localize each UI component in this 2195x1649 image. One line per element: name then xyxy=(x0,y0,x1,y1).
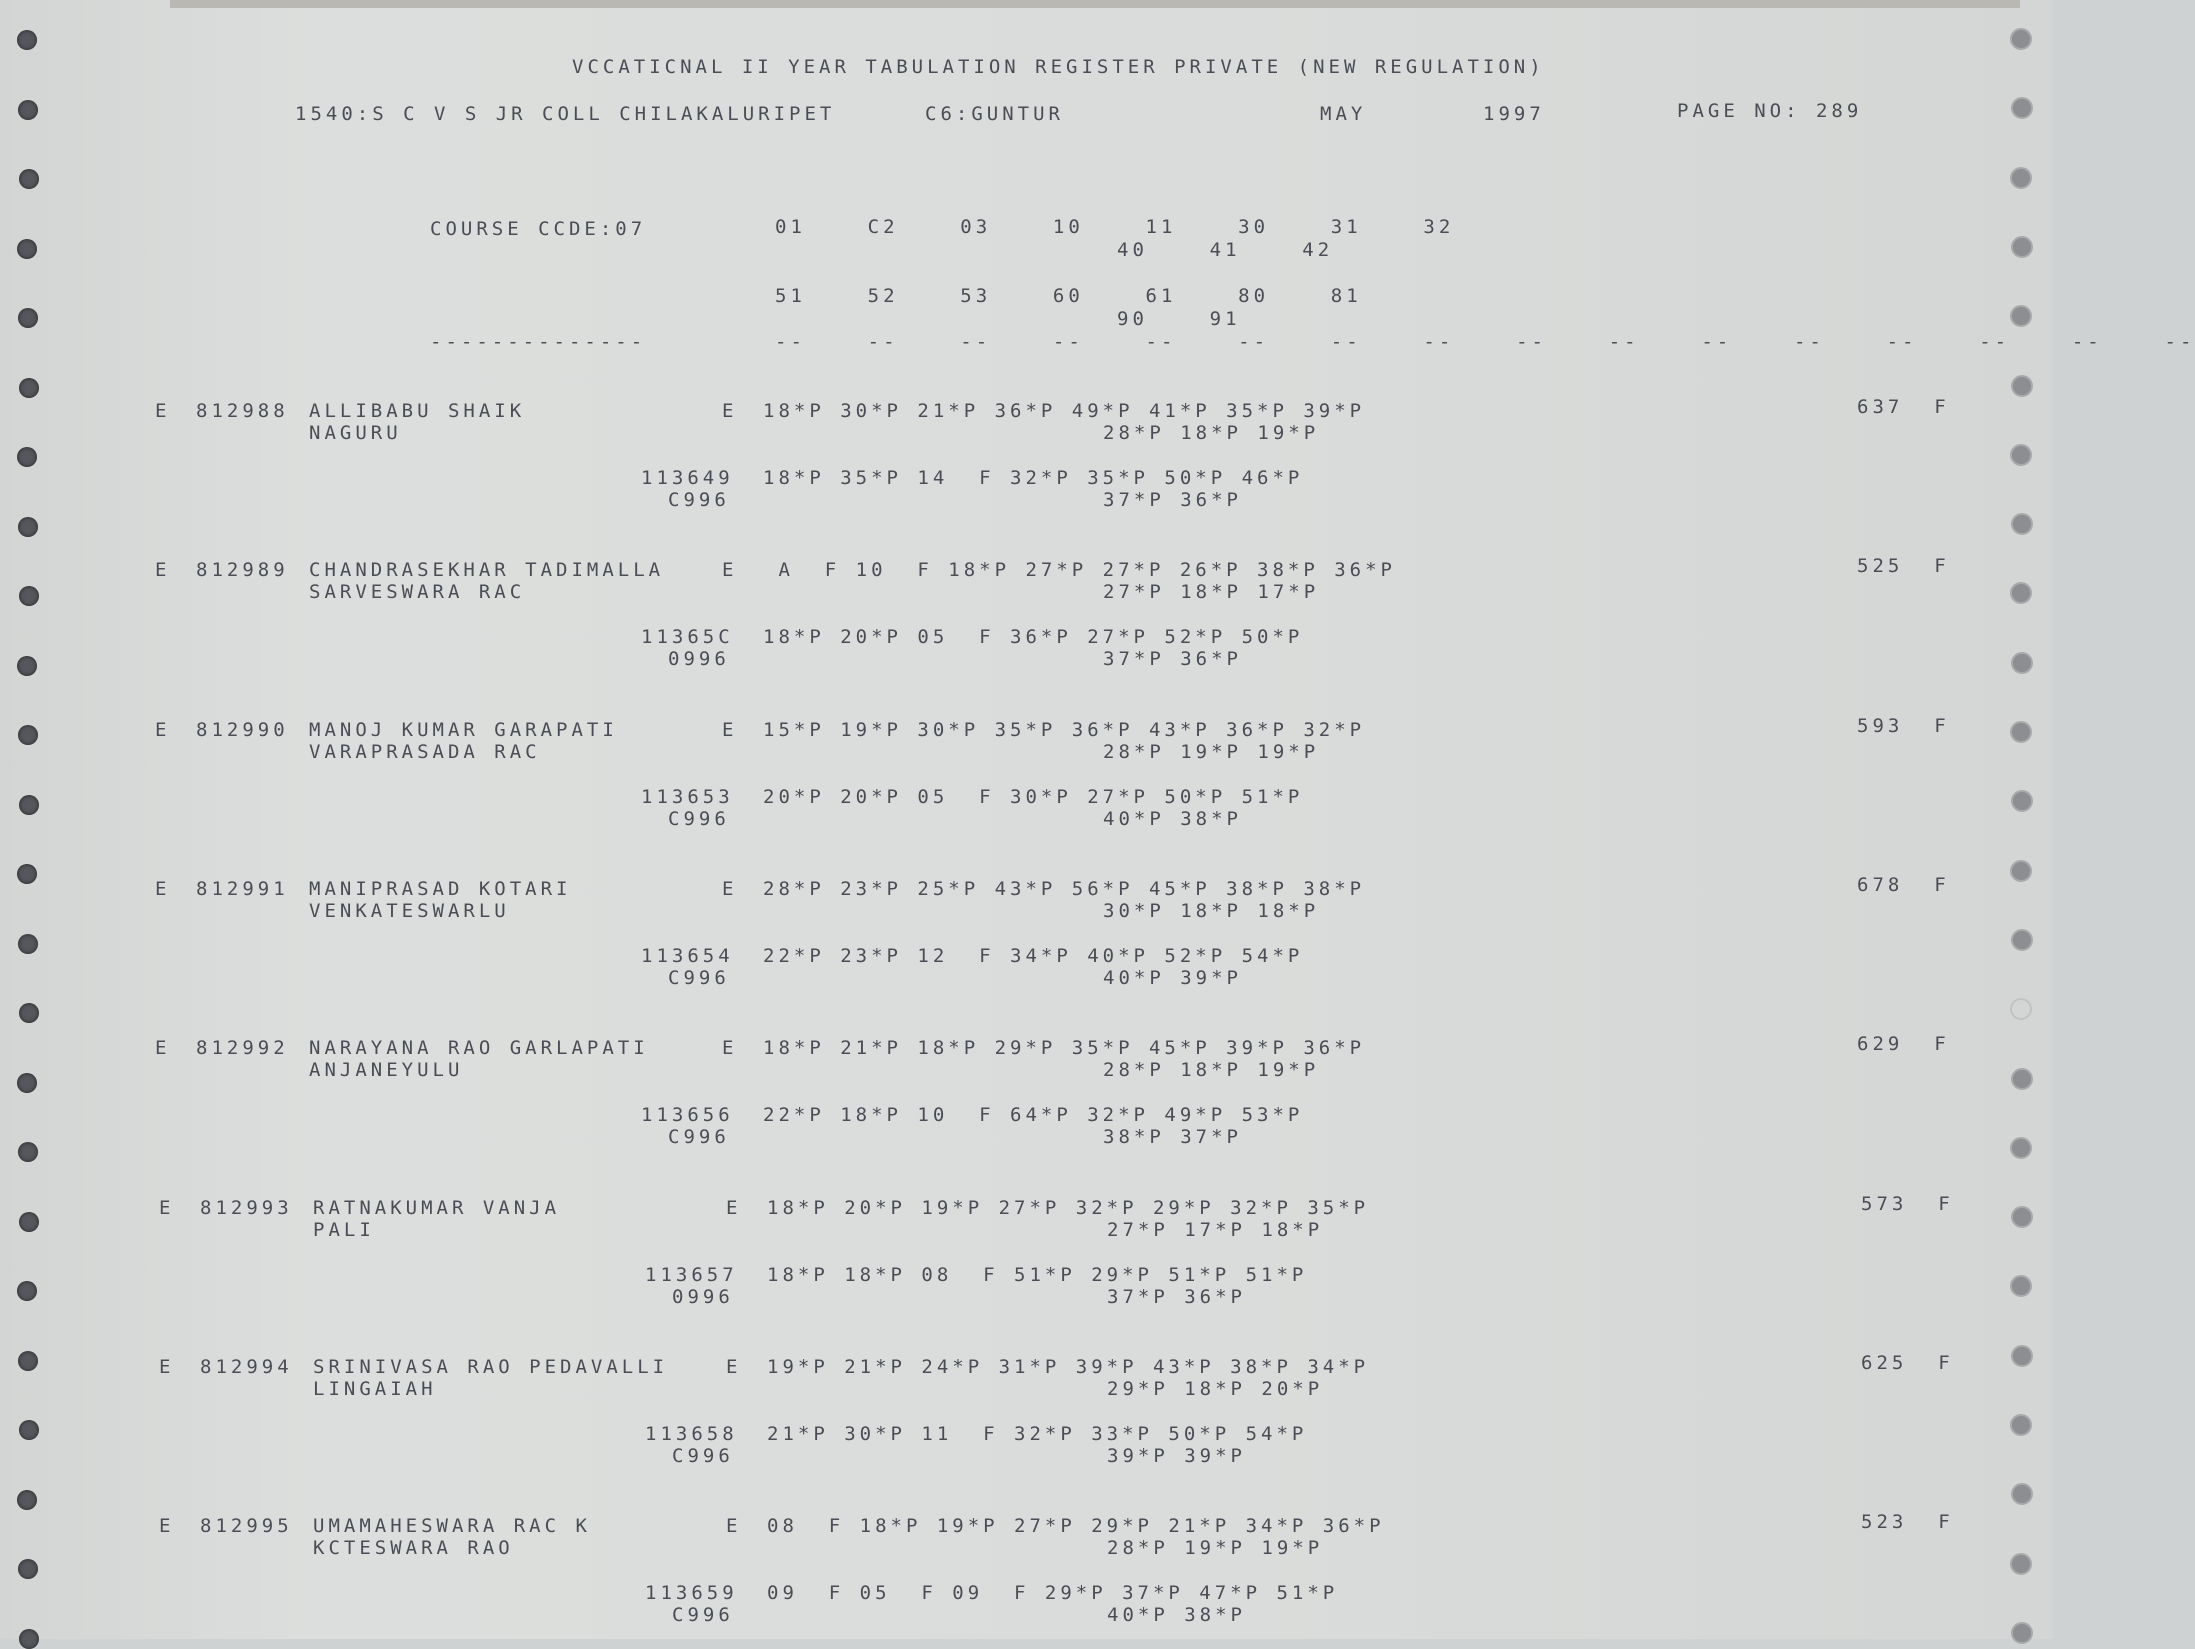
register-number: 113653 xyxy=(641,785,734,808)
marks-row2b: 40*P 39*P xyxy=(1103,966,1242,989)
marks-row1b: 28*P 19*P 19*P xyxy=(1103,740,1320,763)
record-section: E xyxy=(155,718,171,741)
record-section: E xyxy=(155,1037,171,1060)
register-number: 113657 xyxy=(645,1263,738,1286)
medium-code: E xyxy=(722,718,738,741)
sprocket-hole xyxy=(18,1142,38,1162)
subject-codes-row2b: 90 91 xyxy=(1117,308,1241,330)
total-and-result: 525 F xyxy=(1857,555,1950,578)
sprocket-hole xyxy=(17,447,37,467)
sprocket-hole xyxy=(17,864,37,884)
marks-row2: 20*P 20*P 05 F 30*P 27*P 50*P 51*P xyxy=(763,785,1304,808)
exam-date: 0996 xyxy=(668,648,730,671)
student-name: MANIPRASAD KOTARI xyxy=(309,877,572,900)
student-name-line2: KCTESWARA RAO xyxy=(313,1537,514,1560)
register-number: 11365C xyxy=(641,626,734,649)
sprocket-hole xyxy=(19,795,39,815)
marks-row2b: 40*P 38*P xyxy=(1107,1604,1246,1627)
register-number: 113649 xyxy=(641,467,734,489)
student-name: MANOJ KUMAR GARAPATI xyxy=(309,718,618,741)
total-and-result: 678 F xyxy=(1857,873,1950,896)
medium-code: E xyxy=(726,1355,742,1378)
marks-row2: 22*P 18*P 10 F 64*P 32*P 49*P 53*P xyxy=(763,1104,1304,1127)
sprocket-hole xyxy=(2011,1345,2033,1367)
medium-code: E xyxy=(726,1196,742,1219)
student-name-line2: VARAPRASADA RAC xyxy=(309,740,541,763)
hall-ticket-number: 812991 xyxy=(196,877,289,900)
sprocket-hole xyxy=(18,1559,38,1579)
record-section: E xyxy=(155,400,171,422)
marks-row1: A F 10 F 18*P 27*P 27*P 26*P 38*P 36*P xyxy=(763,559,1396,582)
exam-month: MAY xyxy=(1320,103,1367,125)
marks-row1: 08 F 18*P 19*P 27*P 29*P 21*P 34*P 36*P xyxy=(767,1515,1385,1538)
marks-row1b: 27*P 17*P 18*P xyxy=(1107,1218,1324,1241)
sprocket-hole xyxy=(2010,1137,2032,1159)
record-section: E xyxy=(159,1196,175,1219)
exam-date: C996 xyxy=(672,1604,734,1627)
total-and-result: 523 F xyxy=(1861,1511,1954,1534)
hall-ticket-number: 812988 xyxy=(196,400,289,422)
sprocket-hole xyxy=(2010,305,2032,327)
sprocket-hole xyxy=(2011,1622,2033,1644)
sprocket-hole xyxy=(17,1281,37,1301)
sprocket-hole xyxy=(2010,860,2032,882)
hall-ticket-number: 812994 xyxy=(200,1355,293,1378)
marks-row1: 18*P 30*P 21*P 36*P 49*P 41*P 35*P 39*P xyxy=(763,400,1366,422)
sprocket-hole xyxy=(2010,1275,2032,1297)
sprocket-hole xyxy=(2011,1068,2033,1090)
record-section: E xyxy=(155,559,171,582)
sprocket-hole xyxy=(19,1629,39,1649)
sprocket-hole xyxy=(18,1351,38,1371)
record-section: E xyxy=(155,877,171,900)
top-edge-strip xyxy=(170,0,2020,8)
sprocket-hole xyxy=(2010,28,2032,50)
medium-code: E xyxy=(726,1515,742,1538)
header-dash-rule-left: -------------- xyxy=(430,331,647,353)
exam-date: C996 xyxy=(668,807,730,830)
marks-row1: 18*P 20*P 19*P 27*P 32*P 29*P 32*P 35*P xyxy=(767,1196,1370,1219)
marks-row2b: 37*P 36*P xyxy=(1103,489,1242,511)
register-title: VCCATICNAL II YEAR TABULATION REGISTER PRIVATE (NEW REGULATION) xyxy=(572,56,1545,78)
exam-date: C996 xyxy=(672,1444,734,1467)
exam-date: C996 xyxy=(668,1126,730,1149)
marks-row2: 22*P 23*P 12 F 34*P 40*P 52*P 54*P xyxy=(763,944,1304,967)
sprocket-hole xyxy=(17,1490,37,1510)
total-and-result: 629 F xyxy=(1857,1033,1950,1056)
sprocket-hole xyxy=(2011,375,2033,397)
exam-date: C996 xyxy=(668,966,730,989)
marks-row2b: 40*P 38*P xyxy=(1103,807,1242,830)
sprocket-hole xyxy=(2010,1414,2032,1436)
sprocket-hole xyxy=(19,1003,39,1023)
exam-year: 1997 xyxy=(1483,103,1545,125)
student-name: SRINIVASA RAO PEDAVALLI xyxy=(313,1355,669,1378)
sprocket-hole xyxy=(2011,652,2033,674)
district-name: C6:GUNTUR xyxy=(925,103,1064,125)
sprocket-hole xyxy=(2010,721,2032,743)
sprocket-hole xyxy=(18,100,38,120)
course-code-label: COURSE CCDE:07 xyxy=(430,218,647,240)
register-number: 113659 xyxy=(645,1582,738,1605)
sprocket-hole xyxy=(19,1420,39,1440)
sprocket-hole xyxy=(2011,790,2033,812)
sprocket-hole xyxy=(2011,929,2033,951)
sprocket-hole xyxy=(2010,582,2032,604)
total-and-result: 625 F xyxy=(1861,1351,1954,1374)
student-name-line2: NAGURU xyxy=(309,422,402,444)
record-section: E xyxy=(159,1515,175,1538)
hall-ticket-number: 812992 xyxy=(196,1037,289,1060)
marks-row2: 18*P 20*P 05 F 36*P 27*P 52*P 50*P xyxy=(763,626,1304,649)
student-name: ALLIBABU SHAIK xyxy=(309,400,526,422)
marks-row2: 21*P 30*P 11 F 32*P 33*P 50*P 54*P xyxy=(767,1422,1308,1445)
student-name: NARAYANA RAO GARLAPATI xyxy=(309,1037,649,1060)
register-number: 113658 xyxy=(645,1422,738,1445)
hall-ticket-number: 812995 xyxy=(200,1515,293,1538)
marks-row1: 18*P 21*P 18*P 29*P 35*P 45*P 39*P 36*P xyxy=(763,1037,1366,1060)
marks-row1: 19*P 21*P 24*P 31*P 39*P 43*P 38*P 34*P xyxy=(767,1355,1370,1378)
sprocket-hole xyxy=(18,725,38,745)
marks-row1b: 27*P 18*P 17*P xyxy=(1103,581,1320,604)
sprocket-hole xyxy=(2011,236,2033,258)
marks-row2: 18*P 18*P 08 F 51*P 29*P 51*P 51*P xyxy=(767,1263,1308,1286)
subject-codes-row1b: 40 41 42 xyxy=(1117,239,1334,261)
marks-row2b: 39*P 39*P xyxy=(1107,1444,1246,1467)
student-name-line2: SARVESWARA RAC xyxy=(309,581,526,604)
marks-row1: 15*P 19*P 30*P 35*P 36*P 43*P 36*P 32*P xyxy=(763,718,1366,741)
student-name-line2: LINGAIAH xyxy=(313,1377,437,1400)
page-number: PAGE NO: 289 xyxy=(1677,100,1863,122)
exam-date: 0996 xyxy=(672,1285,734,1308)
marks-row1b: 29*P 18*P 20*P xyxy=(1107,1377,1324,1400)
subject-codes-row2: 51 52 53 60 61 80 81 xyxy=(775,285,1362,307)
college-name: 1540:S C V S JR COLL CHILAKALURIPET xyxy=(295,103,836,125)
sprocket-hole xyxy=(17,656,37,676)
hall-ticket-number: 812993 xyxy=(200,1196,293,1219)
marks-row1: 28*P 23*P 25*P 43*P 56*P 45*P 38*P 38*P xyxy=(763,877,1366,900)
sprocket-hole xyxy=(2011,1483,2033,1505)
marks-row1b: 28*P 19*P 19*P xyxy=(1107,1537,1324,1560)
hall-ticket-number: 812989 xyxy=(196,559,289,582)
marks-row2b: 37*P 36*P xyxy=(1107,1285,1246,1308)
student-name: UMAMAHESWARA RAC K xyxy=(313,1515,591,1538)
total-and-result: 637 F xyxy=(1857,396,1950,418)
register-number: 113656 xyxy=(641,1104,734,1127)
sprocket-hole xyxy=(2010,1553,2032,1575)
exam-date: C996 xyxy=(668,489,730,511)
student-name: CHANDRASEKHAR TADIMALLA xyxy=(309,559,665,582)
medium-code: E xyxy=(722,400,738,422)
sprocket-hole xyxy=(17,239,37,259)
student-name-line2: PALI xyxy=(313,1218,375,1241)
marks-row2b: 37*P 36*P xyxy=(1103,648,1242,671)
student-name: RATNAKUMAR VANJA xyxy=(313,1196,561,1219)
record-section: E xyxy=(159,1355,175,1378)
sprocket-hole xyxy=(19,586,39,606)
marks-row2b: 38*P 37*P xyxy=(1103,1126,1242,1149)
sprocket-hole xyxy=(2011,1206,2033,1228)
sprocket-hole xyxy=(2010,998,2032,1020)
sprocket-hole xyxy=(2011,513,2033,535)
sprocket-hole xyxy=(19,1212,39,1232)
hall-ticket-number: 812990 xyxy=(196,718,289,741)
sprocket-hole xyxy=(18,517,38,537)
sprocket-hole xyxy=(19,169,39,189)
sprocket-hole xyxy=(18,934,38,954)
student-name-line2: VENKATESWARLU xyxy=(309,899,510,922)
medium-code: E xyxy=(722,559,738,582)
total-and-result: 573 F xyxy=(1861,1192,1954,1215)
sprocket-hole xyxy=(2010,444,2032,466)
medium-code: E xyxy=(722,877,738,900)
subject-codes-row1: 01 C2 03 10 11 30 31 32 xyxy=(775,216,1455,238)
total-and-result: 593 F xyxy=(1857,714,1950,737)
register-number: 113654 xyxy=(641,944,734,967)
student-name-line2: ANJANEYULU xyxy=(309,1059,464,1082)
sprocket-hole xyxy=(17,30,37,50)
marks-row1b: 30*P 18*P 18*P xyxy=(1103,899,1320,922)
sprocket-hole xyxy=(19,378,39,398)
marks-row2: 09 F 05 F 09 F 29*P 37*P 47*P 51*P xyxy=(767,1582,1339,1605)
marks-row1b: 28*P 18*P 19*P xyxy=(1103,422,1320,444)
sprocket-hole xyxy=(2011,97,2033,119)
marks-row1b: 28*P 18*P 19*P xyxy=(1103,1059,1320,1082)
marks-row2: 18*P 35*P 14 F 32*P 35*P 50*P 46*P xyxy=(763,467,1304,489)
sprocket-hole xyxy=(2010,167,2032,189)
header-dash-rule: -- -- -- -- -- -- -- -- -- -- -- -- -- -- -- -- xyxy=(775,331,2195,353)
sprocket-hole xyxy=(17,1073,37,1093)
medium-code: E xyxy=(722,1037,738,1060)
sprocket-hole xyxy=(18,308,38,328)
